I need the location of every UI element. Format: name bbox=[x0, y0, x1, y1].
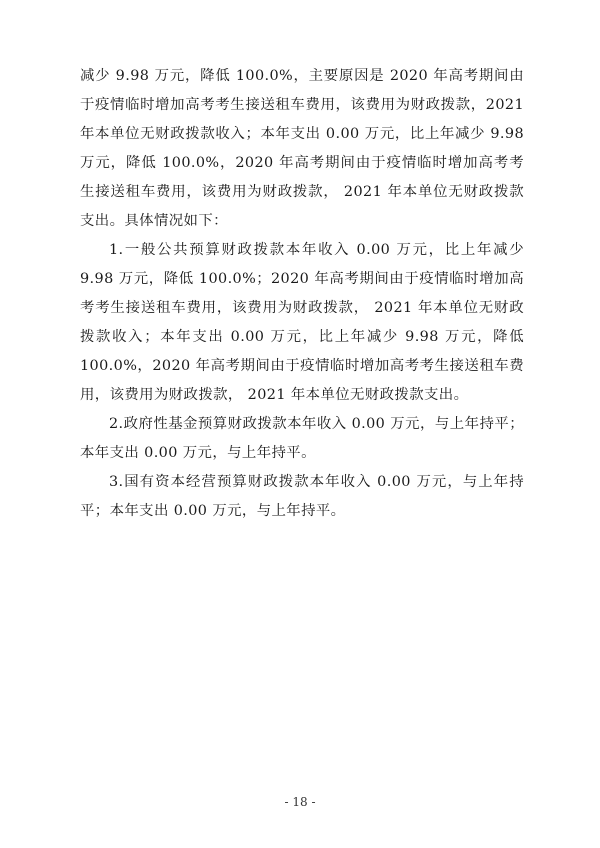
page-number: - 18 - bbox=[284, 795, 316, 809]
paragraph-government-fund-budget: 2.政府性基金预算财政拨款本年收入 0.00 万元，与上年持平；本年支出 0.00 万元，与上年持平。 bbox=[80, 416, 524, 461]
paragraph-continuation: 减少 9.98 万元，降低 100.0%，主要原因是 2020 年高考期间由于疫情临时增加高考考生接送租车费用，该费用为财政拨款，2021 年本单位无财政拨款收入；本年支出 0.00 万元，比上年减少 9.98 万元，降低 100.0%，2020 年高考期间由于疫情临时增加高考考生接送租车费用，该费用为财政拨款， 2021 年本单位无财政拨款支出。具体情况如下： bbox=[80, 68, 524, 229]
document-body bbox=[80, 62, 524, 526]
paragraph-general-public-budget: 1.一般公共预算财政拨款本年收入 0.00 万元，比上年减少 9.98 万元，降低 100.0%；2020 年高考期间由于疫情临时增加高考考生接送租车费用，该费用为财政拨款， 2021 年本单位无财政拨款收入；本年支出 0.00 万元，比上年减少 9.98 万元，降低 100.0%，2020 年高考期间由于疫情临时增加高考考生接送租车费用，该费用为财政拨款， 2021 年本单位无财政拨款支出。 bbox=[80, 242, 524, 403]
paragraph-state-capital-budget: 3.国有资本经营预算财政拨款本年收入 0.00 万元，与上年持平；本年支出 0.00 万元，与上年持平。 bbox=[80, 474, 524, 519]
